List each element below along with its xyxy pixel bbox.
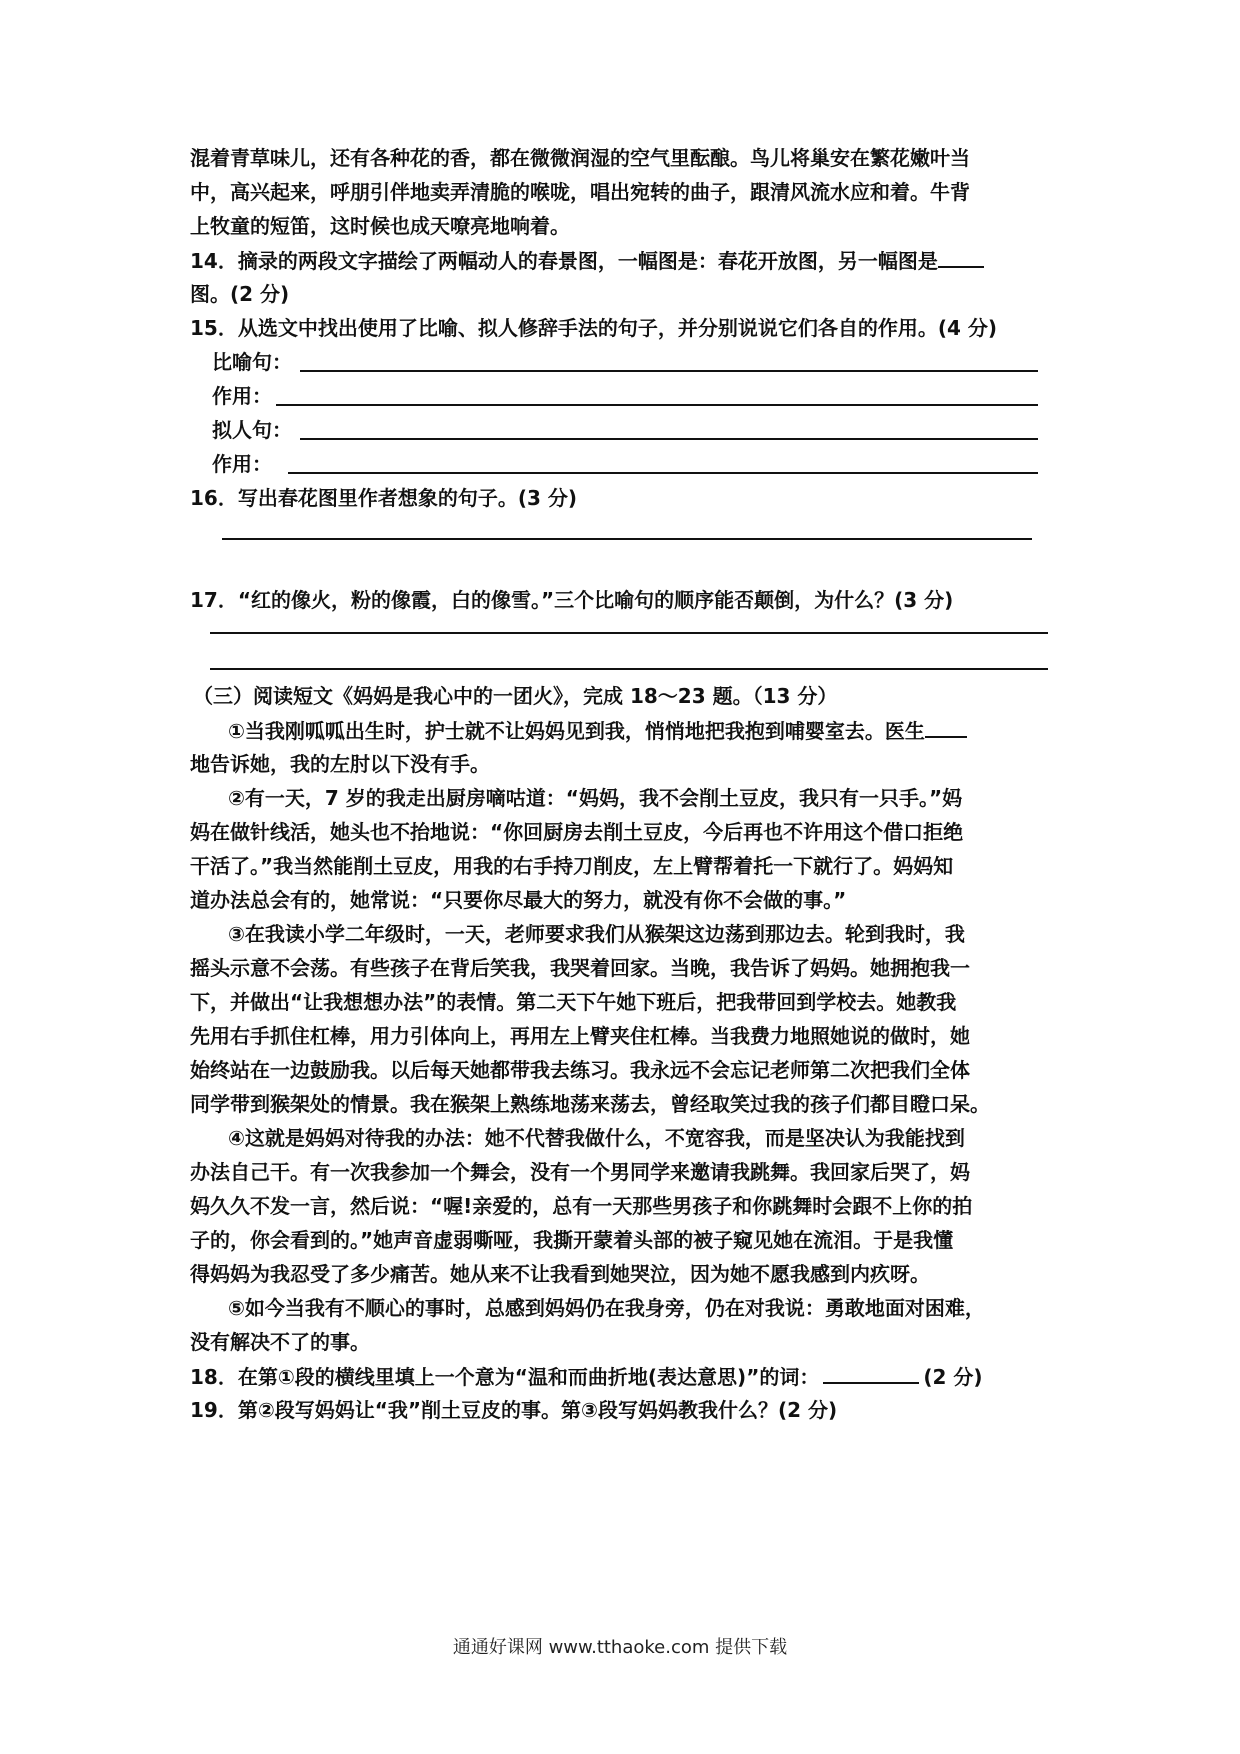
question-18	[190, 1364, 1060, 1389]
personification-label: 拟人句：	[212, 418, 292, 442]
answer-line[interactable]	[222, 538, 1032, 540]
passage-b-line: 地告诉她，我的左肘以下没有手。	[190, 752, 490, 776]
passage-b-line: 妈久久不发一言，然后说：“喔!亲爱的，总有一天那些男孩子和你跳舞时会跟不上你的拍	[190, 1194, 973, 1218]
passage-b-line: 先用右手抓住杠棒，用力引体向上，再用左上臂夹住杠棒。当我费力地照她说的做时，她	[190, 1024, 970, 1048]
passage-b-p2: ②有一天，7 岁的我走出厨房嘀咕道：“妈妈，我不会削土豆皮，我只有一只手。”妈	[228, 786, 963, 810]
passage-b-line: 办法自己干。有一次我参加一个舞会，没有一个男同学来邀请我跳舞。我回家后哭了，妈	[190, 1160, 970, 1184]
effect-label: 作用：	[212, 384, 272, 408]
question-15: 15．从选文中找出使用了比喻、拟人修辞手法的句子，并分别说说它们各自的作用。(4 分)	[190, 316, 997, 340]
question-18-score: (2 分)	[923, 1365, 983, 1389]
answer-blank[interactable]	[823, 1364, 919, 1384]
passage-b-p1-line: ①当我刚呱呱出生时，护士就不让妈妈见到我，悄悄地把我抱到哺婴室去。医生	[228, 719, 925, 743]
answer-blank[interactable]	[925, 718, 967, 738]
passage-b-line: 同学带到猴架处的情景。我在猴架上熟练地荡来荡去，曾经取笑过我的孩子们都目瞪口呆。	[190, 1092, 990, 1116]
passage-a-line: 混着青草味儿，还有各种花的香，都在微微润湿的空气里酝酿。鸟儿将巢安在繁花嫩叶当	[190, 146, 970, 170]
answer-line[interactable]	[300, 370, 1038, 372]
passage-b-p3: ③在我读小学二年级时，一天，老师要求我们从猴架这边荡到那边去。轮到我时，我	[228, 922, 965, 946]
question-14	[190, 248, 1060, 273]
answer-blank[interactable]	[938, 248, 984, 268]
question-19: 19．第②段写妈妈让“我”削土豆皮的事。第③段写妈妈教我什么？(2 分)	[190, 1398, 838, 1422]
passage-b-line: 干活了。”我当然能削土豆皮，用我的右手持刀削皮，左上臂帮着托一下就行了。妈妈知	[190, 854, 954, 878]
page-footer: 通通好课网 www.tthaoke.com 提供下载	[452, 1637, 788, 1658]
passage-b-line: 摇头示意不会荡。有些孩子在背后笑我，我哭着回家。当晚，我告诉了妈妈。她拥抱我一	[190, 956, 970, 980]
passage-b-line: 始终站在一边鼓励我。以后每天她都带我去练习。我永远不会忘记老师第二次把我们全体	[190, 1058, 970, 1082]
passage-b-line: 得妈妈为我忍受了多少痛苦。她从来不让我看到她哭泣，因为她不愿我感到内疚呀。	[190, 1262, 930, 1286]
passage-b-line: 下，并做出“让我想想办法”的表情。第二天下午她下班后，把我带回到学校去。她教我	[190, 990, 957, 1014]
passage-b-p5: ⑤如今当我有不顺心的事时，总感到妈妈仍在我身旁，仍在对我说：勇敢地面对困难，	[228, 1296, 985, 1320]
answer-line[interactable]	[210, 632, 1048, 634]
passage-b-line: 子的，你会看到的。”她声音虚弱嘶哑，我撕开蒙着头部的被子窥见她在流泪。于是我懂	[190, 1228, 954, 1252]
question-16: 16．写出春花图里作者想象的句子。(3 分)	[190, 486, 577, 510]
answer-line[interactable]	[288, 472, 1038, 474]
question-17: 17．“红的像火，粉的像霞，白的像雪。”三个比喻句的顺序能否颠倒，为什么？(3 分)	[190, 588, 954, 612]
passage-b-line: 道办法总会有的，她常说：“只要你尽最大的努力，就没有你不会做的事。”	[190, 888, 847, 912]
passage-b-p1	[228, 718, 1098, 743]
section-3-heading: （三）阅读短文《妈妈是我心中的一团火》，完成 18～23 题。（13 分）	[193, 684, 838, 708]
passage-a-line: 上牧童的短笛，这时候也成天嘹亮地响着。	[190, 214, 570, 238]
answer-line[interactable]	[210, 668, 1048, 670]
effect-label: 作用：	[212, 452, 272, 476]
simile-label: 比喻句：	[212, 350, 292, 374]
passage-b-line: 没有解决不了的事。	[190, 1330, 370, 1354]
passage-b-line: 妈在做针线活，她头也不抬地说：“你回厨房去削土豆皮，今后再也不许用这个借口拒绝	[190, 820, 964, 844]
passage-a-line: 中，高兴起来，呼朋引伴地卖弄清脆的喉咙，唱出宛转的曲子，跟清风流水应和着。牛背	[190, 180, 970, 204]
question-14-text: 14．摘录的两段文字描绘了两幅动人的春景图，一幅图是：春花开放图，另一幅图是	[190, 249, 938, 273]
answer-line[interactable]	[300, 438, 1038, 440]
question-18-text: 18．在第①段的横线里填上一个意为“温和而曲折地(表达意思)”的词：	[190, 1365, 820, 1389]
question-14-continued: 图。(2 分)	[190, 282, 290, 306]
answer-line[interactable]	[276, 404, 1038, 406]
passage-b-p4: ④这就是妈妈对待我的办法：她不代替我做什么，不宽容我，而是坚决认为我能找到	[228, 1126, 965, 1150]
